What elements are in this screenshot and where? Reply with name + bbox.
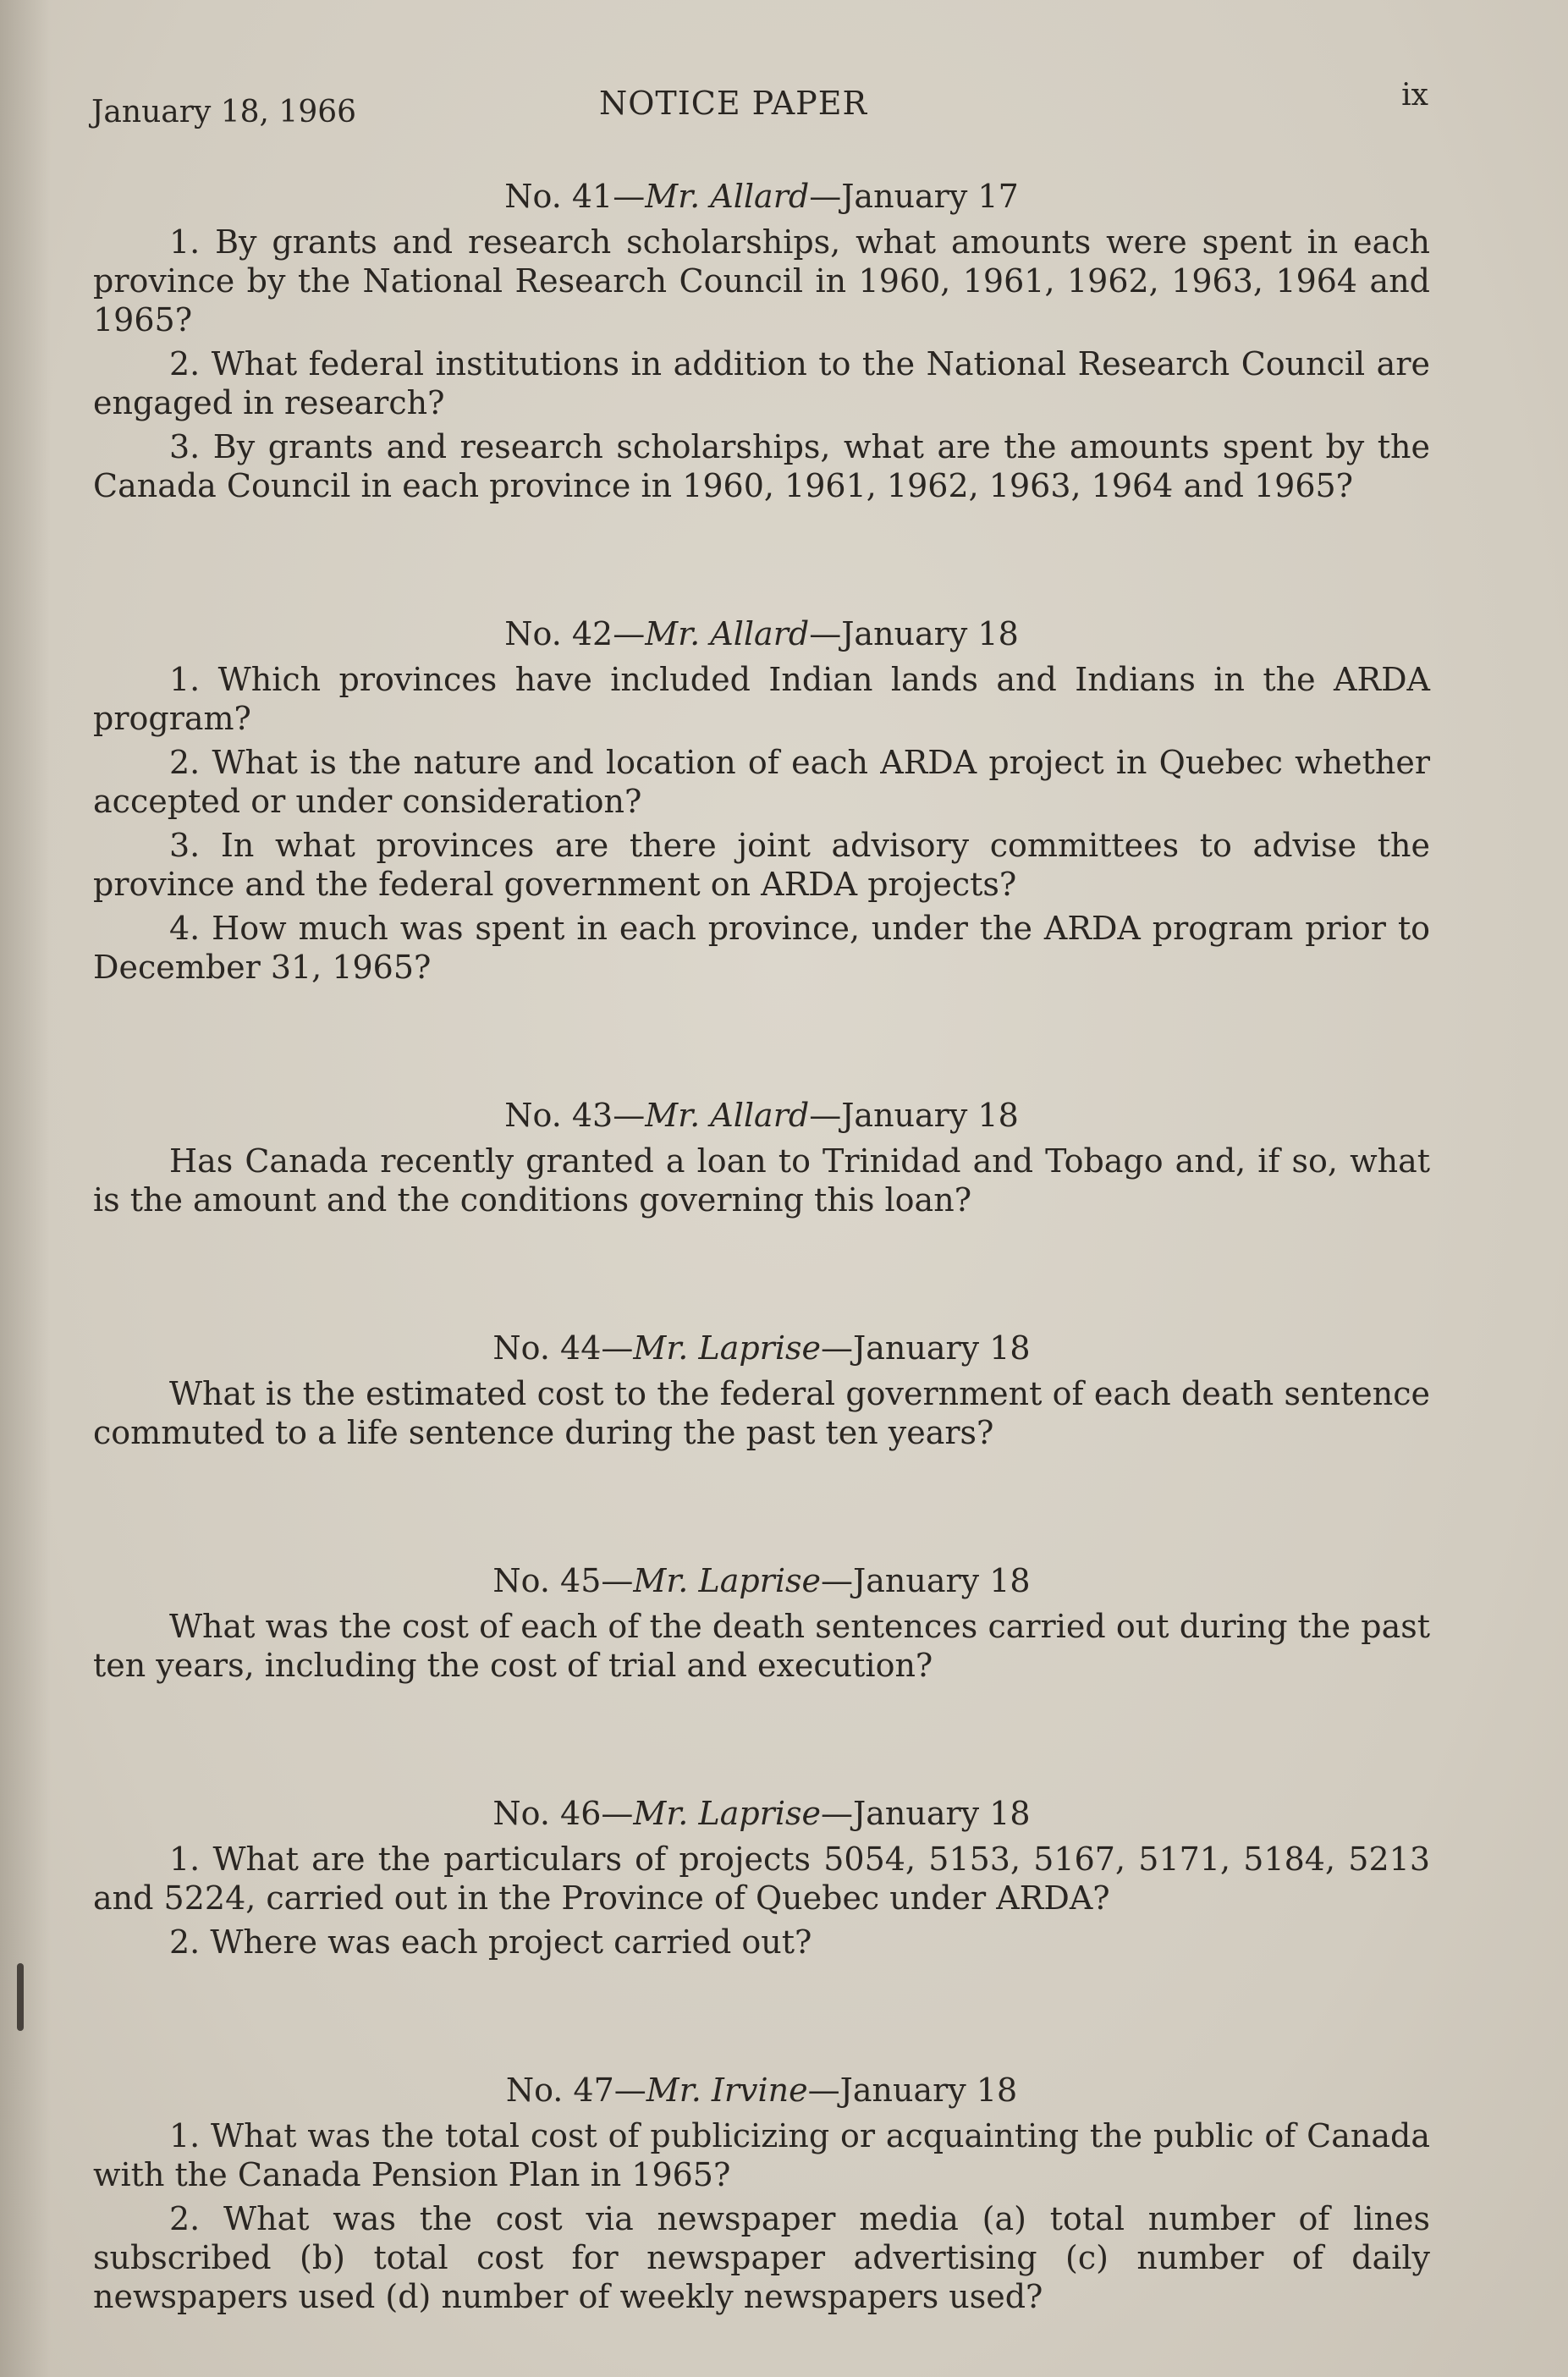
question-part: 4. How much was spent in each province, under the ARDA program prior to December 31, 1965? [93, 910, 1430, 986]
question-member: Mr. Allard [645, 615, 810, 652]
question-heading: No. 42—Mr. Allard—January 18 [504, 615, 1019, 652]
question-part: 2. What federal institutions in addition to the National Research Council are engaged in research? [93, 345, 1430, 421]
question-41 [93, 173, 1430, 505]
question-part: 3. By grants and research scholarships, what are the amounts spent by the Canada Council in each province in 1960, 1961, 1962, 1963, 1964 and 1965? [93, 428, 1430, 504]
question-part: Has Canada recently granted a loan to Trinidad and Tobago and, if so, what is the amount and the conditions governing this loan? [93, 1142, 1430, 1219]
question-part: What is the estimated cost to the federal government of each death sentence commuted to a life sentence during the past ten years? [93, 1375, 1430, 1451]
question-part: 2. What was the cost via newspaper media (a) total number of lines subscribed (b) total cost for newspaper advertising (c) number of daily newspapers used (d) number of weekly newspapers used? [93, 2200, 1430, 2315]
question-heading: No. 44—Mr. Laprise—January 18 [492, 1329, 1031, 1367]
question-number: No. 47 [505, 2072, 614, 2109]
question-47 [93, 2067, 1430, 2316]
question-date: January 18 [853, 1562, 1031, 1599]
questions-list [93, 173, 1430, 2377]
question-number: No. 42 [504, 615, 613, 652]
question-date: January 18 [853, 1329, 1031, 1367]
header-date: January 18, 1966 [91, 95, 357, 129]
question-heading: No. 41—Mr. Allard—January 17 [504, 178, 1019, 215]
question-date: January 18 [853, 1795, 1031, 1832]
question-heading: No. 43—Mr. Allard—January 18 [504, 1097, 1019, 1134]
question-member: Mr. Allard [645, 1097, 810, 1134]
question-46 [93, 1791, 1430, 1962]
question-number: No. 44 [492, 1329, 602, 1367]
question-member: Mr. Irvine [646, 2072, 808, 2109]
question-part: 1. What was the total cost of publicizing or acquainting the public of Canada with the Canada Pension Plan in 1965? [93, 2117, 1430, 2193]
question-member: Mr. Laprise [633, 1562, 821, 1599]
question-part: 1. Which provinces have included Indian lands and Indians in the ARDA program? [93, 661, 1430, 737]
question-member: Mr. Allard [645, 178, 810, 215]
question-date: January 17 [841, 178, 1019, 215]
question-number: No. 41 [504, 178, 613, 215]
header-title: NOTICE PAPER [599, 85, 868, 122]
question-date: January 18 [841, 1097, 1019, 1134]
binding-mark [17, 1963, 24, 2031]
question-number: No. 43 [504, 1097, 613, 1134]
header-page-number: ix [1401, 78, 1428, 113]
question-43 [93, 1092, 1430, 1219]
page-header [91, 78, 1428, 135]
question-date: January 18 [841, 615, 1019, 652]
question-number: No. 45 [492, 1562, 602, 1599]
question-member: Mr. Laprise [633, 1329, 821, 1367]
question-part: 2. What is the nature and location of each ARDA project in Quebec whether accepted or under consideration? [93, 744, 1430, 820]
question-part: 1. What are the particulars of projects 5054, 5153, 5167, 5171, 5184, 5213 and 5224, carried out in the Province of Quebec under ARDA? [93, 1841, 1430, 1917]
question-part: What was the cost of each of the death sentences carried out during the past ten years, including the cost of trial and execution? [93, 1608, 1430, 1684]
question-44 [93, 1325, 1430, 1452]
question-heading: No. 45—Mr. Laprise—January 18 [492, 1562, 1031, 1599]
question-heading: No. 46—Mr. Laprise—January 18 [492, 1795, 1031, 1832]
question-42 [93, 611, 1430, 987]
question-date: January 18 [839, 2072, 1018, 2109]
question-45 [93, 1558, 1430, 1685]
question-heading: No. 47—Mr. Irvine—January 18 [505, 2072, 1018, 2109]
question-member: Mr. Laprise [633, 1795, 821, 1832]
question-number: No. 46 [492, 1795, 602, 1832]
question-part: 3. In what provinces are there joint advisory committees to advise the province and the federal government on ARDA projects? [93, 827, 1430, 903]
question-part: 2. Where was each project carried out? [169, 1923, 812, 1961]
question-part: 1. By grants and research scholarships, what amounts were spent in each province by the National Research Council in 1960, 1961, 1962, 1963, 1964 and 1965? [93, 223, 1430, 338]
